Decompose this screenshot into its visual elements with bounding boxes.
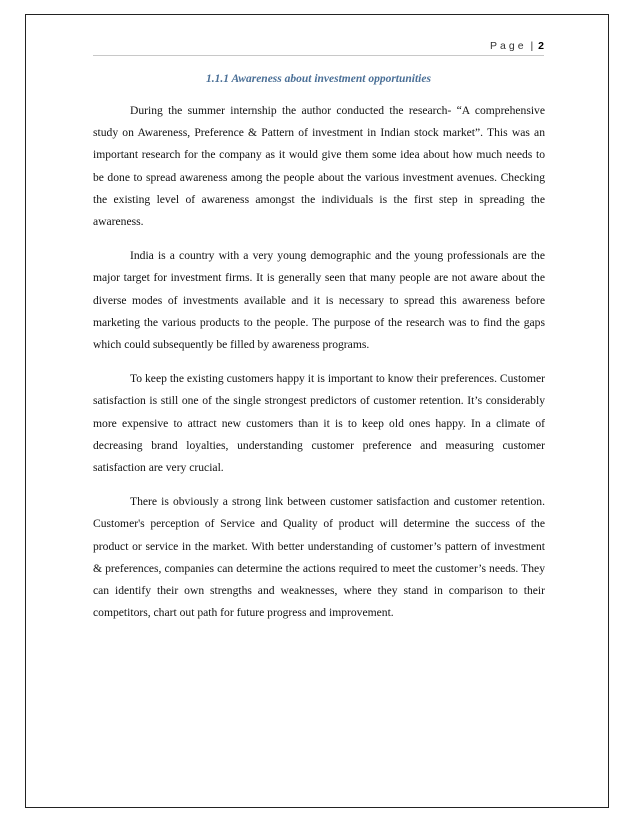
page-number: 2 bbox=[538, 40, 544, 52]
page-separator: | bbox=[530, 40, 534, 52]
paragraph-3: To keep the existing customers happy it is important to know their preferences. Customer satisfaction is still one of the single strongest predictors of customer retention. It’s considerably more expensive to attract new customers than it is to keep old ones happy. In a climate of decreasing brand loyalties, understanding customer preference and measuring customer satisfaction are very crucial. bbox=[93, 372, 545, 475]
page-label: Page bbox=[490, 40, 527, 52]
section-title: 1.1.1 Awareness about investment opportunities bbox=[206, 73, 431, 85]
paragraph-1: During the summer internship the author conducted the research- “A comprehensive study on Awareness, Preference & Pattern of investment in Indian stock market”. This was an important research for the company as it would give them some idea about how much needs to be done to spread awareness among the people about the various investment avenues. Checking the existing level of awareness amongst the individuals is the first step in spreading the awareness. bbox=[93, 104, 545, 229]
paragraph-4: There is obviously a strong link between customer satisfaction and customer retention. Customer's perception of Service and Quality of product will determine the success of the product or service in the market. With better understanding of customer’s pattern of investment & preferences, companies can determine the actions required to meet the customer’s needs. They can identify their own strengths and weaknesses, where they stand in comparison to their competitors, chart out path for future progress and improvement. bbox=[93, 495, 545, 620]
page-header bbox=[93, 40, 544, 56]
body-text bbox=[93, 100, 545, 636]
paragraph-2: India is a country with a very young demographic and the young professionals are the major target for investment firms. It is generally seen that many people are not aware about the diverse modes of investments available and it is necessary to spread this awareness before marketing the various products to the people. The purpose of the research was to find the gaps which could subsequently be filled by awareness programs. bbox=[93, 249, 545, 352]
